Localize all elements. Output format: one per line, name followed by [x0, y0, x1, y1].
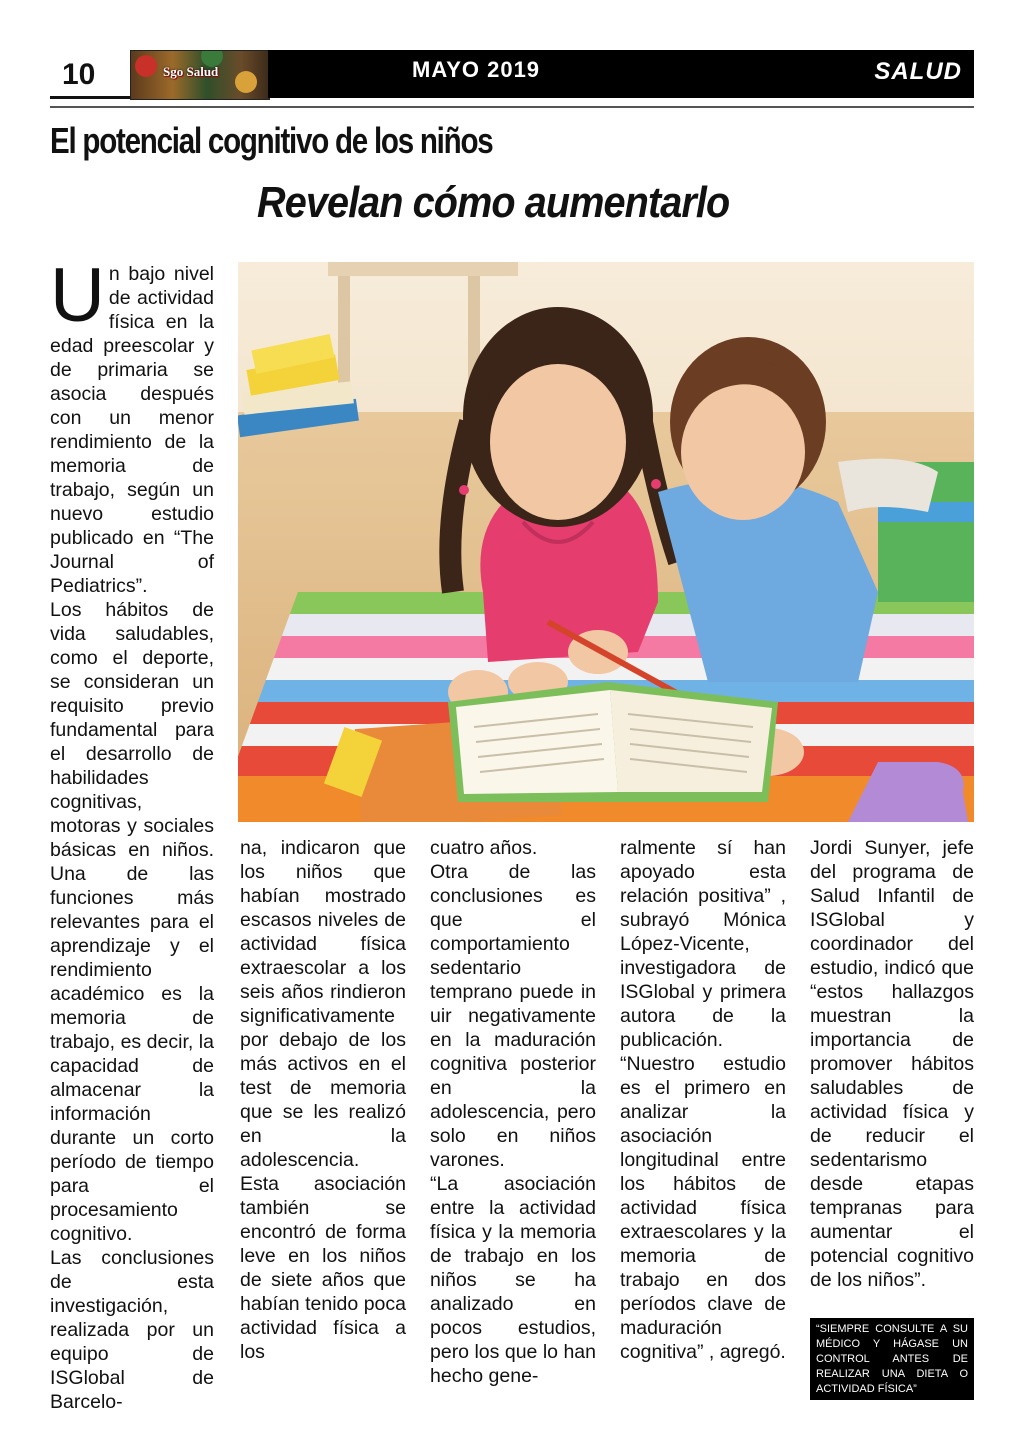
drop-cap: U [50, 253, 105, 338]
issue-date: MAYO 2019 [412, 57, 541, 82]
page-number: 10 [62, 58, 96, 91]
section-label: SALUD [874, 58, 962, 85]
paragraph: n bajo nivel de actividad física en la edad preescolar y de primaria se asocia después con un menor rendimiento de la memoria de trabajo, según un nuevo estudio publicado en “The Journal of Pediatrics”. [50, 263, 214, 597]
paragraph: Otra de las conclusiones es que el comportamiento sedentario temprano puede in uir negativamente en la maduración cognitiva posterior en la adolescencia, pero solo en niños varones. [430, 861, 596, 1171]
article-column-1 [50, 253, 214, 1414]
header-divider [50, 106, 974, 108]
health-notice-box: “SIEMPRE CONSULTE A SU MÉDICO Y HÁGASE UN CONTROL ANTES DE REALIZAR UNA DIETA O ACTIVIDAD FÍSICA” [810, 1318, 974, 1400]
paragraph: Las conclusiones de esta investigación, realizada por un equipo de ISGlobal de Barcelo- [50, 1247, 214, 1413]
article-headline: Revelan cómo aumentarlo [257, 178, 730, 227]
article-column-3 [430, 836, 596, 1388]
article-photo [238, 262, 974, 822]
article-column-2 [240, 836, 406, 1364]
section-logo [130, 50, 270, 100]
children-reading-illustration [238, 262, 974, 822]
paragraph: Esta asociación también se encontró de forma leve en los niños de siete años que habían tenido poca actividad física a los [240, 1173, 406, 1363]
paragraph: Los hábitos de vida saludables, como el deporte, se consideran un requisito previo fundamental para el desarrollo de habilidades cognitivas, motoras y sociales básicas en niños. Una de las funciones más relevantes para el aprendizaje y el rendimiento académico es la memoria de trabajo, es decir, la capacidad de almacenar la información durante un corto período de tiempo para el procesamiento cognitivo. [50, 599, 214, 1245]
paragraph: na, indicaron que los niños que habían mostrado escasos niveles de actividad física extraescolar a los seis años rindieron significativamente por debajo de los más activos en el test de memoria que se les realizó en la adolescencia. [240, 837, 406, 1171]
article-column-5 [810, 836, 974, 1292]
paragraph: “La asociación entre la actividad física y la memoria de trabajo en los niños se ha analizado en pocos estudios, pero los que lo han hecho gene- [430, 1173, 596, 1387]
header-bar [268, 50, 974, 98]
paragraph: cuatro años. [430, 837, 538, 859]
article-column-4 [620, 836, 786, 1364]
paragraph: ralmente sí han apoyado esta relación positiva” , subrayó Mónica López-Vicente, investigadora de ISGlobal y primera autora de la publicación. [620, 837, 786, 1051]
paragraph: Jordi Sunyer, jefe del programa de Salud Infantil de ISGlobal y coordinador del estudio, indicó que “estos hallazgos muestran la importancia de promover hábitos saludables de actividad física y de reducir el sedentarismo desde etapas tempranas para aumentar el potencial cognitivo de los niños”. [810, 837, 974, 1291]
logo-text: Sgo Salud [163, 64, 219, 79]
page-number-rule [50, 96, 130, 99]
paragraph: “Nuestro estudio es el primero en analizar la asociación longitudinal entre los hábitos de actividad física extraescolares y la memoria de trabajo en dos períodos clave de maduración cognitiva” , agregó. [620, 1053, 786, 1363]
article-kicker: El potencial cognitivo de los niños [50, 120, 493, 161]
